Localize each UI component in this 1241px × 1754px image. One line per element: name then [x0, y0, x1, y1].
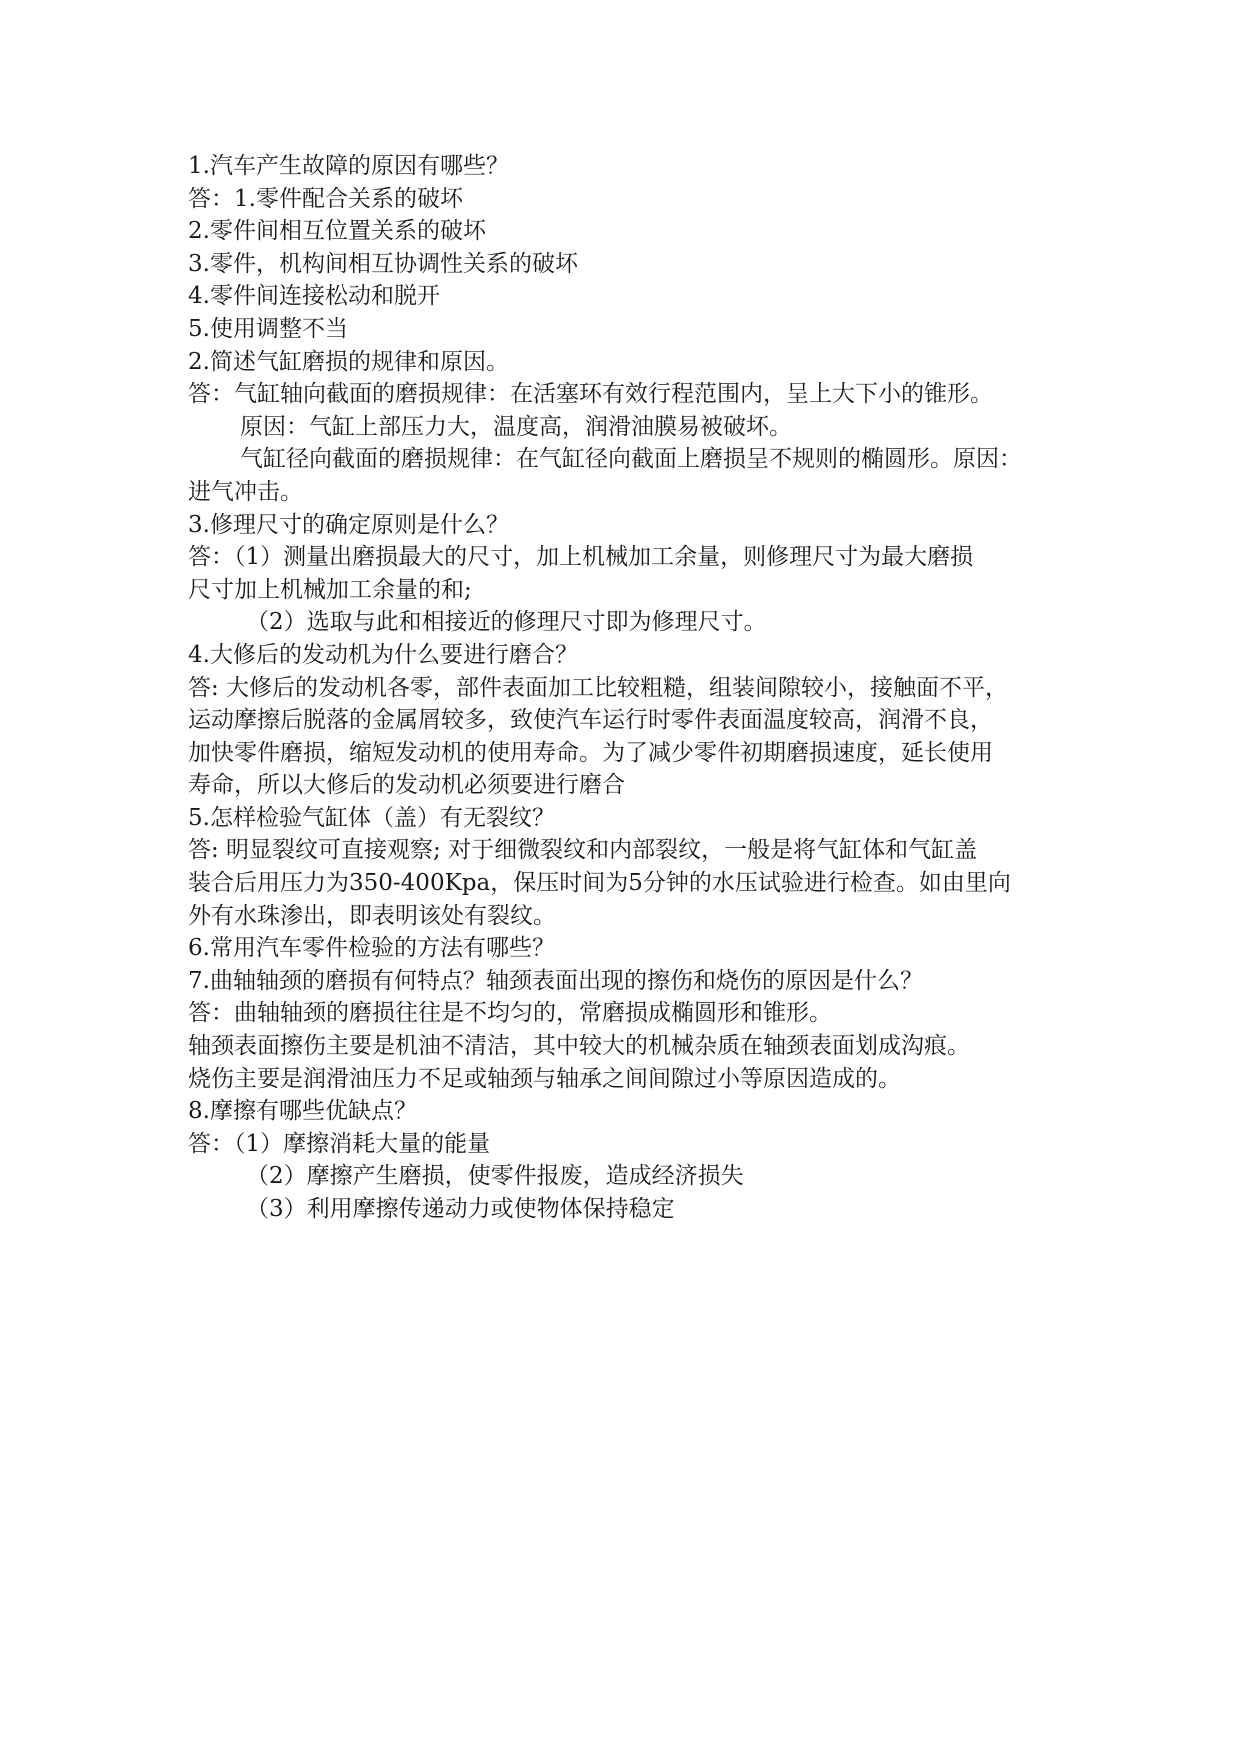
answer-5-line-2: 装合后用压力为350-400Kpa，保压时间为5分钟的水压试验进行检查。如由里向: [188, 870, 1011, 897]
question-4: 4.大修后的发动机为什么要进行磨合？: [188, 641, 578, 668]
answer-3-line-1: 答：（1）测量出磨损最大的尺寸，加上机械加工余量，则修理尺寸为最大磨损: [188, 544, 974, 571]
question-6: 6.常用汽车零件检验的方法有哪些？: [188, 935, 555, 962]
answer-5-line-3: 外有水珠渗出，即表明该处有裂纹。: [188, 902, 556, 929]
answer-1-line-4: 4.零件间连接松动和脱开: [188, 283, 440, 310]
answer-2-line-1: 答：气缸轴向截面的磨损规律：在活塞环有效行程范围内，呈上大下小的锥形。: [188, 381, 993, 408]
answer-1-line-5: 5.使用调整不当: [188, 315, 348, 342]
question-1: 1.汽车产生故障的原因有哪些？: [188, 153, 509, 179]
answer-7-line-2: 轴颈表面擦伤主要是机油不清洁，其中较大的机械杂质在轴颈表面划成沟痕。: [188, 1033, 970, 1060]
document-page: [188, 150, 1068, 1226]
answer-5-line-1: 答: 明显裂纹可直接观察; 对于细微裂纹和内部裂纹，一般是将气缸体和气缸盖: [188, 837, 978, 864]
answer-4-line-2: 运动摩擦后脱落的金属屑较多，致使汽车运行时零件表面温度较高，润滑不良，: [188, 707, 993, 734]
answer-4-line-1: 答: 大修后的发动机各零，部件表面加工比较粗糙，组装间隙较小，接触面不平，: [188, 674, 1009, 701]
answer-2-line-4: 进气冲击。: [188, 478, 303, 505]
answer-8-line-1: 答：（1）摩擦消耗大量的能量: [188, 1130, 491, 1157]
answer-2-line-2: 原因：气缸上部压力大，温度高，润滑油膜易被破坏。: [240, 413, 792, 440]
answer-7-line-1: 答：曲轴轴颈的磨损往往是不均匀的，常磨损成椭圆形和锥形。: [188, 1000, 832, 1027]
answer-4-line-3: 加快零件磨损，缩短发动机的使用寿命。为了减少零件初期磨损速度，延长使用: [188, 739, 993, 766]
answer-4-line-4: 寿命，所以大修后的发动机必须要进行磨合: [188, 772, 625, 799]
question-2: 2.简述气缸磨损的规律和原因。: [188, 348, 509, 375]
question-5: 5.怎样检验气缸体（盖）有无裂纹？: [188, 804, 555, 831]
answer-3-line-3: （2）选取与此和相接近的修理尺寸即为修理尺寸。: [246, 609, 767, 636]
question-7: 7.曲轴轴颈的磨损有何特点？轴颈表面出现的擦伤和烧伤的原因是什么？: [188, 967, 923, 994]
answer-8-line-2: （2）摩擦产生磨损，使零件报废，造成经济损失: [246, 1163, 744, 1190]
answer-2-line-3: 气缸径向截面的磨损规律：在气缸径向截面上磨损呈不规则的椭圆形。原因：: [240, 446, 1022, 473]
question-3: 3.修理尺寸的确定原则是什么？: [188, 511, 509, 538]
question-8: 8.摩擦有哪些优缺点？: [188, 1098, 417, 1125]
answer-8-line-3: （3）利用摩擦传递动力或使物体保持稳定: [246, 1196, 675, 1222]
answer-3-line-2: 尺寸加上机械加工余量的和;: [188, 576, 472, 603]
answer-7-line-3: 烧伤主要是润滑油压力不足或轴颈与轴承之间间隙过小等原因造成的。: [188, 1065, 901, 1092]
answer-1-line-2: 2.零件间相互位置关系的破坏: [188, 218, 486, 245]
answer-1-line-3: 3.零件，机构间相互协调性关系的破坏: [188, 250, 578, 277]
answer-1-line-1: 答：1.零件配合关系的破坏: [188, 185, 463, 212]
